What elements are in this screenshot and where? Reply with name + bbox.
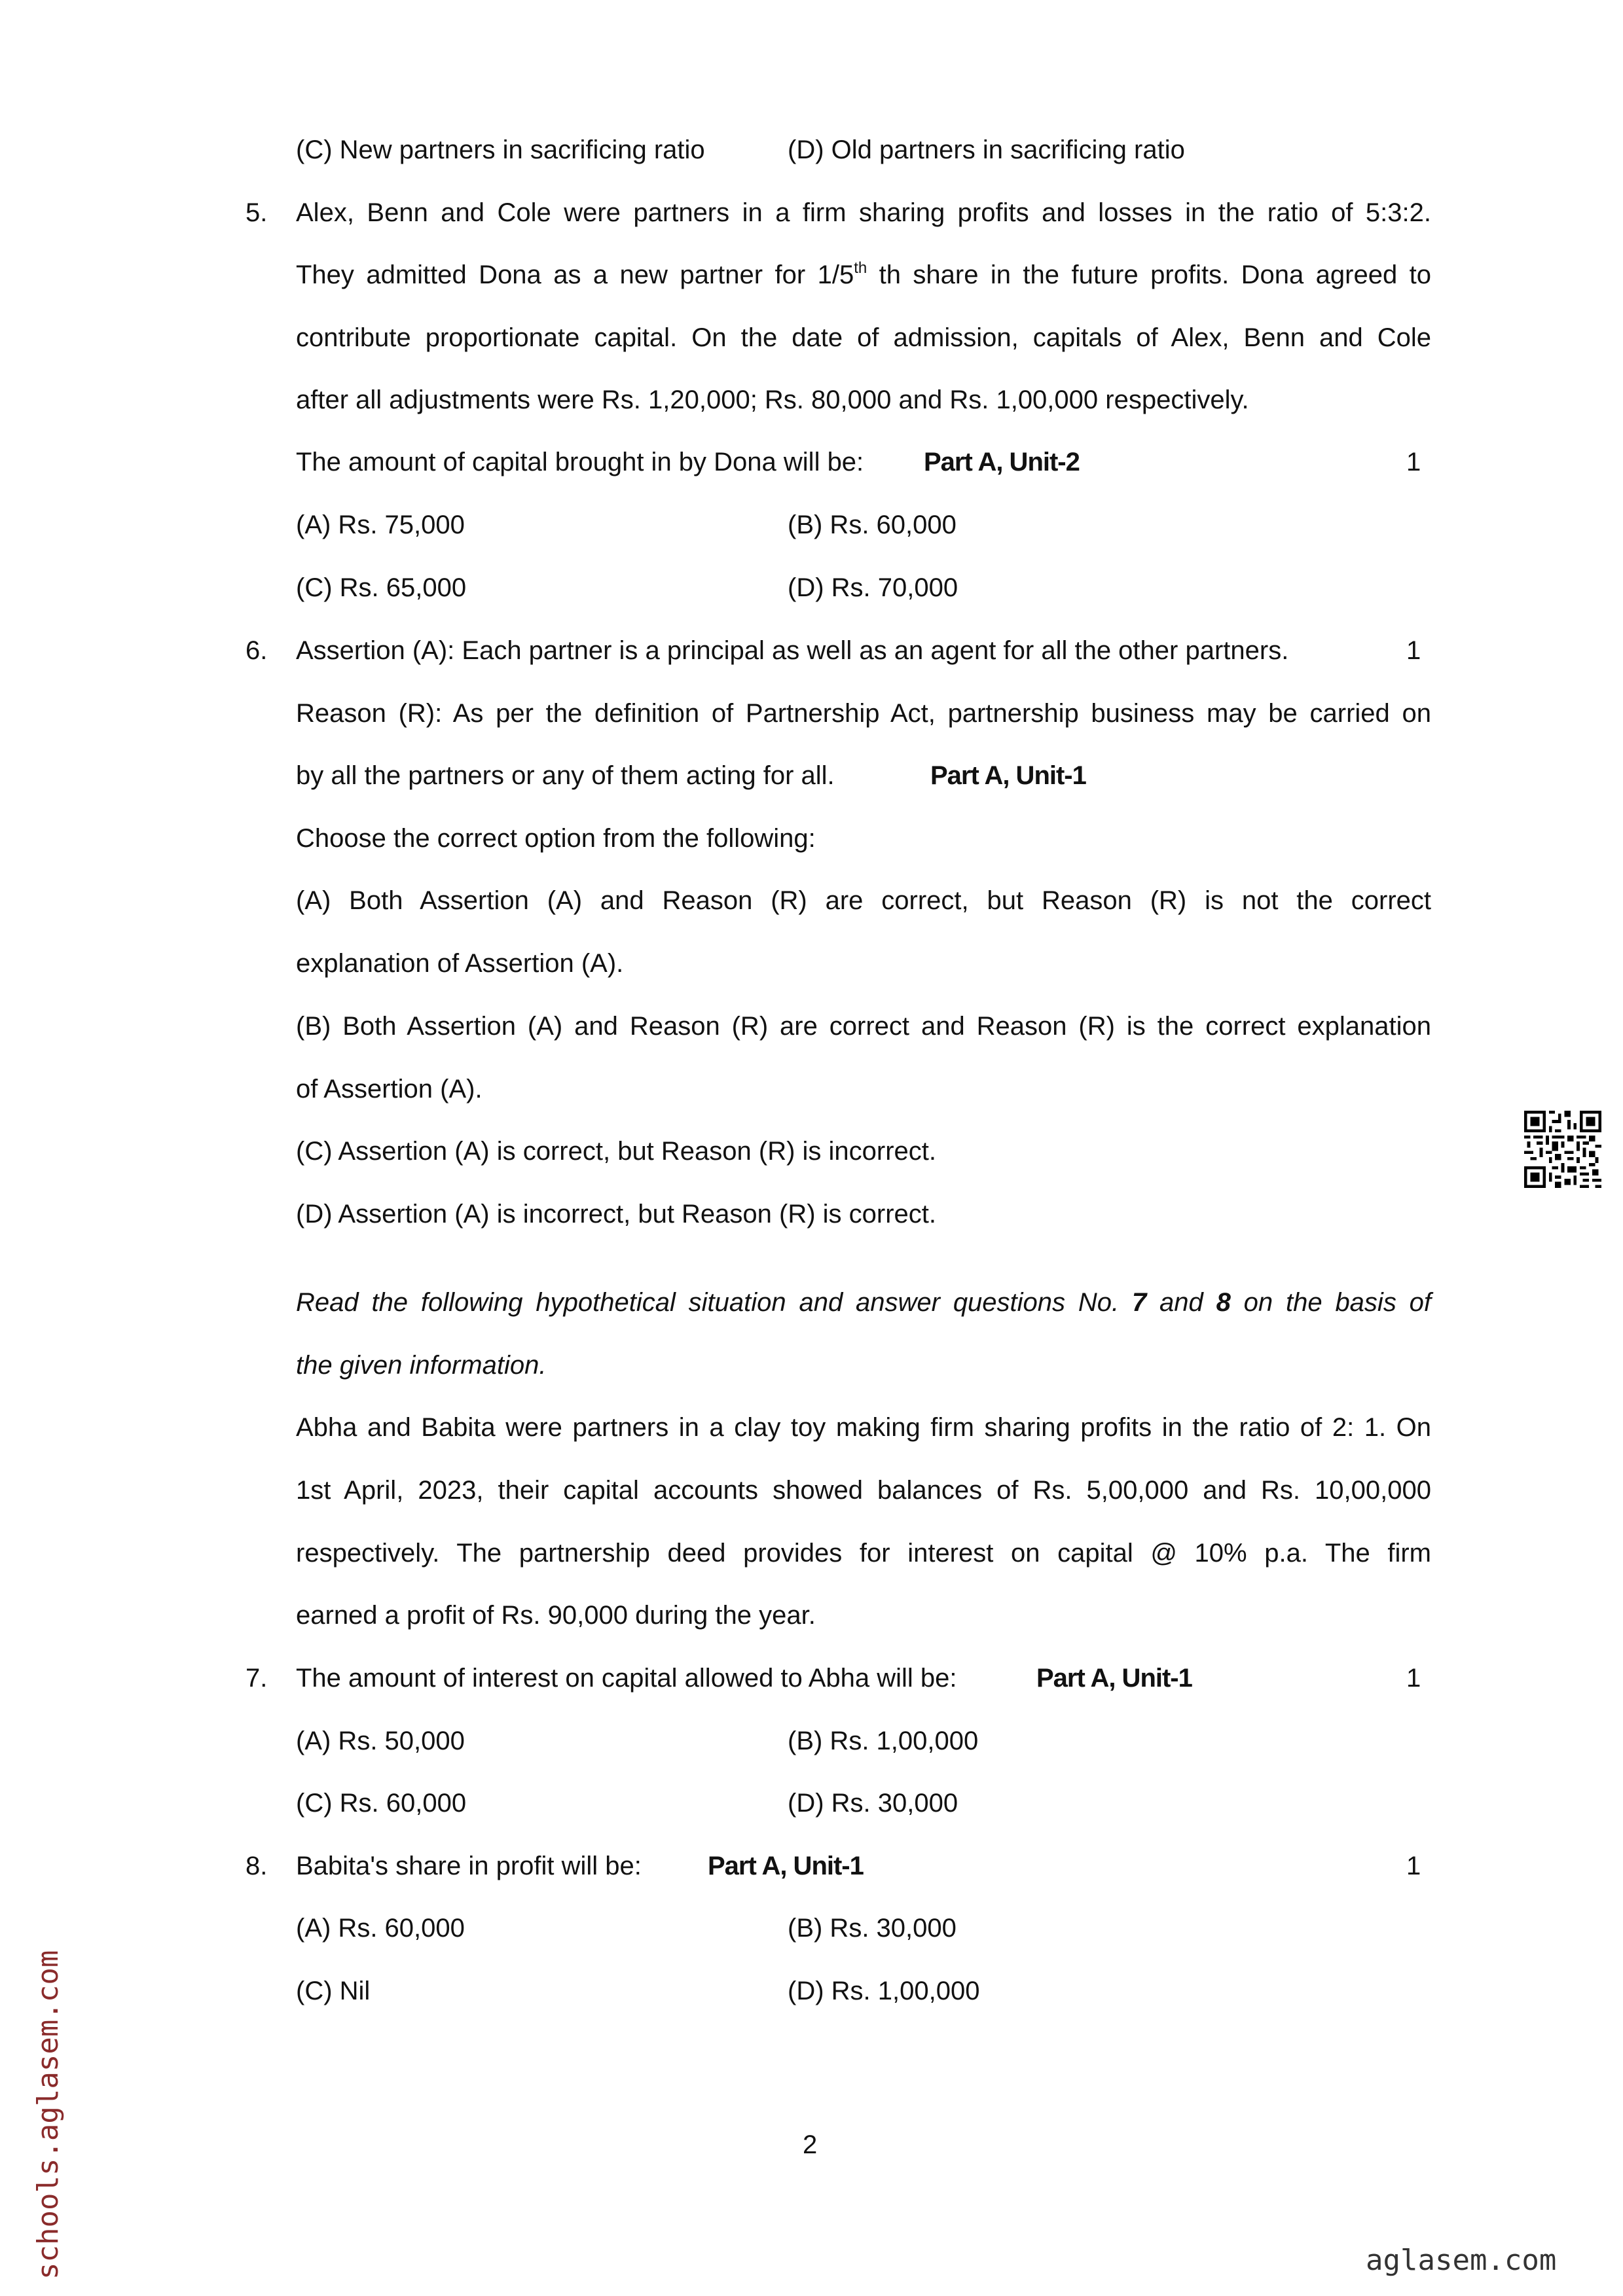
question-prompt: The amount of capital brought in by Dona will be: xyxy=(296,448,864,476)
option-c: (C) Rs. 60,000 xyxy=(296,1789,467,1818)
option-d: (D) Rs. 30,000 xyxy=(788,1789,958,1818)
option-c: (C) Nil xyxy=(296,1977,371,2005)
question-prompt: Choose the correct option from the following: xyxy=(296,824,816,853)
case-text-line: earned a profit of Rs. 90,000 during the year. xyxy=(296,1601,816,1630)
option-a-continued: explanation of Assertion (A). xyxy=(296,949,624,978)
option-d: (D) Assertion (A) is incorrect, but Reason (R) is correct. xyxy=(296,1200,937,1229)
qr-code-icon xyxy=(1524,1111,1601,1188)
case-intro-continued: the given information. xyxy=(296,1351,547,1380)
option-c: (C) New partners in sacrificing ratio xyxy=(296,135,705,164)
question-text-line: They admitted Dona as a new partner for 1/5th th share in the future profits. Dona agreed to xyxy=(296,259,1431,289)
question-number: 6. xyxy=(246,636,268,665)
option-a: (A) Rs. 50,000 xyxy=(296,1727,465,1755)
option-c: (C) Assertion (A) is correct, but Reason (R) is incorrect. xyxy=(296,1137,937,1166)
page-number: 2 xyxy=(803,2130,818,2159)
option-a: (A) Rs. 75,000 xyxy=(296,511,465,539)
marks: 1 xyxy=(1406,636,1421,665)
unit-tag: Part A, Unit-1 xyxy=(930,761,1086,790)
question-text-line: contribute proportionate capital. On the date of admission, capitals of Alex, Benn and Cole xyxy=(296,323,1431,352)
option-a: (A) Rs. 60,000 xyxy=(296,1914,465,1943)
question-number: 7. xyxy=(246,1664,268,1693)
footer-watermark: aglasem.com xyxy=(1366,2244,1557,2277)
reason-text-line: Reason (R): As per the definition of Partnership Act, partnership business may be carried on xyxy=(296,699,1431,728)
marks: 1 xyxy=(1406,1852,1421,1880)
question-number: 8. xyxy=(246,1852,268,1880)
option-b: (B) Both Assertion (A) and Reason (R) are correct and Reason (R) is the correct explanation xyxy=(296,1012,1431,1041)
question-text-line: after all adjustments were Rs. 1,20,000; Rs. 80,000 and Rs. 1,00,000 respectively. xyxy=(296,386,1249,414)
option-d: (D) Old partners in sacrificing ratio xyxy=(788,135,1185,164)
question-number: 5. xyxy=(246,198,268,227)
unit-tag: Part A, Unit-1 xyxy=(708,1852,864,1880)
reason-text-line: by all the partners or any of them acting for all. xyxy=(296,761,835,790)
marks: 1 xyxy=(1406,1664,1421,1693)
side-watermark: schools.aglasem.com xyxy=(31,1950,65,2280)
option-b: (B) Rs. 30,000 xyxy=(788,1914,957,1943)
option-c: (C) Rs. 65,000 xyxy=(296,573,467,602)
option-b: (B) Rs. 1,00,000 xyxy=(788,1727,979,1755)
option-a: (A) Both Assertion (A) and Reason (R) are correct, but Reason (R) is not the correct xyxy=(296,886,1431,915)
option-d: (D) Rs. 70,000 xyxy=(788,573,958,602)
case-text-line: Abha and Babita were partners in a clay toy making firm sharing profits in the ratio of 2: 1. On xyxy=(296,1413,1431,1442)
case-text-line: 1st April, 2023, their capital accounts showed balances of Rs. 5,00,000 and Rs. 10,00,000 xyxy=(296,1476,1431,1505)
option-d: (D) Rs. 1,00,000 xyxy=(788,1977,980,2005)
option-b-continued: of Assertion (A). xyxy=(296,1075,483,1103)
unit-tag: Part A, Unit-2 xyxy=(924,448,1080,476)
assertion-text: Assertion (A): Each partner is a principal as well as an agent for all the other partners. xyxy=(296,636,1289,665)
option-b: (B) Rs. 60,000 xyxy=(788,511,957,539)
question-prompt: Babita's share in profit will be: xyxy=(296,1852,642,1880)
question-prompt: The amount of interest on capital allowed to Abha will be: xyxy=(296,1664,957,1693)
case-intro: Read the following hypothetical situation and answer questions No. 7 and 8 on the basis of xyxy=(296,1288,1432,1317)
question-text-line: Alex, Benn and Cole were partners in a firm sharing profits and losses in the ratio of 5:3:2. xyxy=(296,198,1431,227)
case-text-line: respectively. The partnership deed provides for interest on capital @ 10% p.a. The firm xyxy=(296,1539,1431,1568)
marks: 1 xyxy=(1406,448,1421,476)
unit-tag: Part A, Unit-1 xyxy=(1036,1664,1192,1693)
